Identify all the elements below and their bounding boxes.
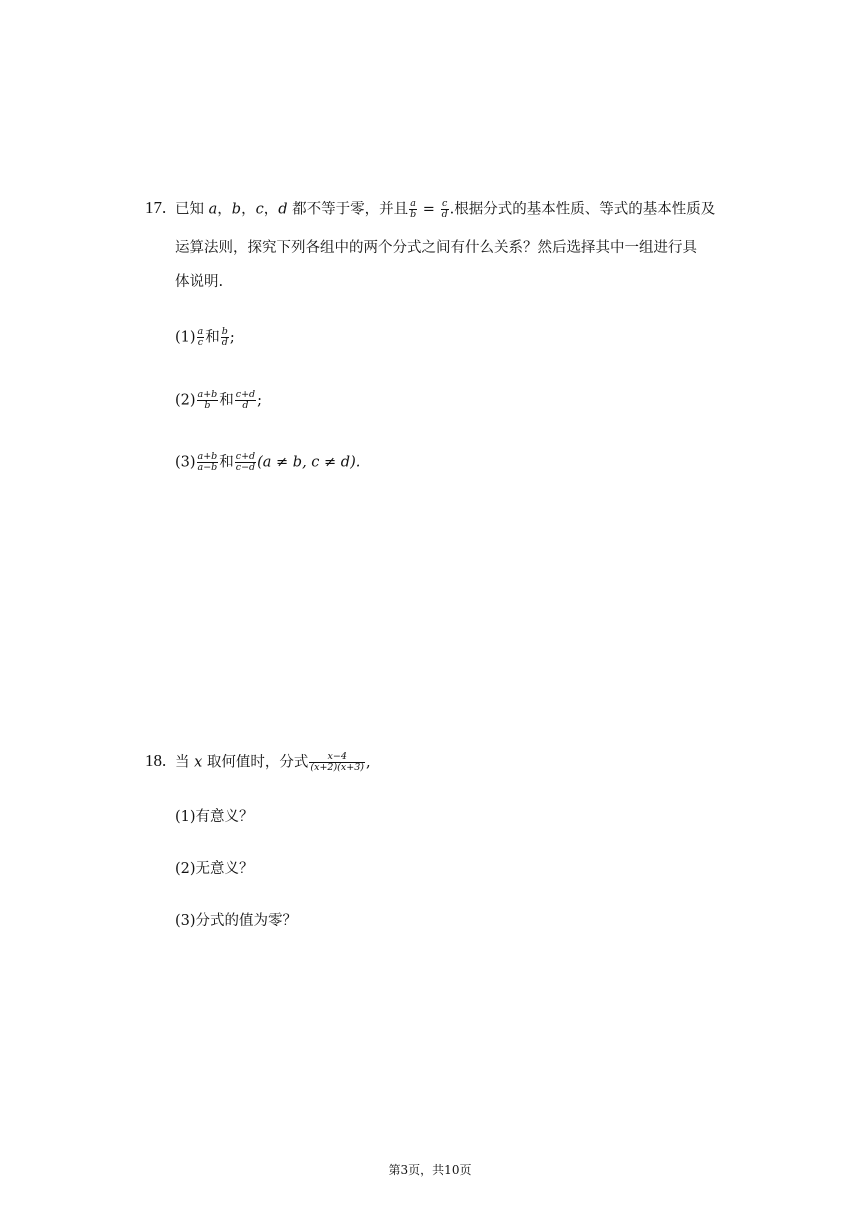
sub-item-1: (1)有意义？ bbox=[175, 809, 254, 825]
condition-fraction-right: $\frac{c}{d}$ bbox=[441, 198, 448, 220]
condition-fraction-left: $\frac{a}{b}$ bbox=[410, 198, 417, 220]
sub-item-2: (2)无意义？ bbox=[175, 861, 254, 877]
question-text-line-1: 已知 a，b，c，d 都不等于零，并且 $\frac{a}{b}$ = $\frac{c}{d}$ .根据分式的基本性质、等式的基本性质及 bbox=[175, 198, 716, 220]
question-number: 18. bbox=[145, 751, 167, 770]
sub-item-3: (3)分式的值为零？ bbox=[175, 913, 298, 929]
sub-item-2: (2) $\frac{a+b}{b}$ 和 $\frac{c+d}{d}$ ; bbox=[175, 389, 263, 411]
sub-item-1: (1) $\frac{a}{c}$ 和 $\frac{b}{d}$ ; bbox=[175, 326, 235, 348]
question-number: 17. bbox=[145, 198, 167, 217]
question-text-line-2: 运算法则，探究下列各组中的两个分式之间有什么关系？然后选择其中一组进行具 bbox=[175, 240, 697, 256]
question-text: 当 x 取何值时，分式 $\frac{x-4}{(x+2)(x+3)}$ , bbox=[175, 751, 371, 773]
sub-item-3: (3) $\frac{a+b}{a-b}$ 和 $\frac{c+d}{c-d}$ (a ≠ b, c ≠ d). bbox=[175, 451, 361, 473]
page-footer: 第3页，共10页 bbox=[388, 1163, 472, 1177]
question-text-line-3: 体说明. bbox=[175, 274, 224, 290]
main-fraction: $\frac{x-4}{(x+2)(x+3)}$ bbox=[310, 751, 364, 773]
